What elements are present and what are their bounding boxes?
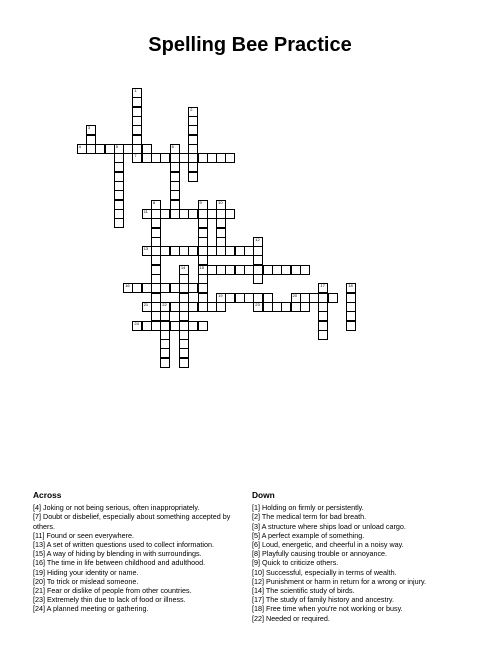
clue-number: 7 <box>134 153 137 159</box>
clue-label-number: [6] <box>252 540 260 550</box>
across-clue <box>33 595 238 604</box>
clue-number: 13 <box>143 246 149 252</box>
clue-number: 12 <box>255 236 260 242</box>
clue-text: Holding on firmly or persistently. <box>260 503 364 513</box>
clue-label-number: [23] <box>33 595 45 605</box>
clue-number: 1 <box>134 88 137 93</box>
clue-text: A set of written questions used to collect information. <box>45 540 214 550</box>
clue-label-number: [1] <box>252 503 260 513</box>
clue-text: Punishment or harm in return for a wrong or injury. <box>264 576 427 586</box>
clue-number: 16 <box>125 283 130 289</box>
clue-number: 22 <box>162 301 167 307</box>
grid-cell[interactable] <box>198 321 208 331</box>
down-clue <box>252 512 477 521</box>
clue-label-number: [12] <box>252 576 264 586</box>
clue-label-number: [14] <box>252 586 264 596</box>
clue-label-number: [24] <box>33 604 45 614</box>
clue-text: The medical term for bad breath. <box>260 512 367 522</box>
down-clue <box>252 614 477 623</box>
across-clue <box>33 512 238 530</box>
grid-cell[interactable] <box>170 283 180 293</box>
down-clue <box>252 522 477 531</box>
clue-number: 2 <box>190 106 193 112</box>
clue-number: 11 <box>143 208 148 214</box>
clue-number: 21 <box>143 301 149 307</box>
across-clue-list <box>33 503 238 613</box>
grid-cell[interactable] <box>225 209 235 219</box>
grid-cell[interactable] <box>142 246 152 256</box>
grid-cell[interactable] <box>328 293 338 303</box>
grid-cell[interactable] <box>188 209 198 219</box>
clue-number: 5 <box>115 143 119 149</box>
grid-cell[interactable] <box>188 283 198 293</box>
clue-number: 20 <box>292 292 297 298</box>
clue-text: Free time when you're not working or busy. <box>264 604 403 614</box>
clue-label-number: [5] <box>252 530 260 540</box>
down-clue <box>252 568 477 577</box>
clue-number: 17 <box>320 283 325 289</box>
down-clue <box>252 586 477 595</box>
page-title: Spelling Bee Practice <box>148 34 352 56</box>
clue-label-number: [21] <box>33 586 45 596</box>
down-clue <box>252 577 477 586</box>
clue-number: 19 <box>218 292 223 298</box>
clue-text: The study of family history and ancestry. <box>264 595 394 605</box>
down-clue <box>252 503 477 512</box>
down-clue <box>252 531 477 540</box>
clue-label-number: [8] <box>252 549 260 559</box>
clue-text: Quick to criticize others. <box>260 558 339 568</box>
clue-label-number: [13] <box>33 540 45 550</box>
grid-cell[interactable] <box>225 153 235 163</box>
clue-label-number: [22] <box>252 613 264 623</box>
grid-cell[interactable] <box>142 209 152 219</box>
grid-cell[interactable] <box>207 209 217 219</box>
clue-label-number: [3] <box>252 521 260 531</box>
clue-label-number: [7] <box>33 512 41 522</box>
clue-number: 15 <box>199 264 204 270</box>
clue-label-number: [16] <box>33 558 45 568</box>
clue-text: Hiding your identity or name. <box>45 567 139 577</box>
across-clue <box>33 577 238 586</box>
grid-cell[interactable] <box>188 172 198 182</box>
clue-number: 6 <box>171 143 174 149</box>
grid-cell[interactable] <box>142 302 152 312</box>
clue-text: A structure where ships load or unload cargo. <box>260 521 406 531</box>
grid-cell[interactable] <box>142 283 152 293</box>
clue-label-number: [19] <box>33 567 45 577</box>
grid-cell[interactable] <box>114 218 124 228</box>
grid-cell[interactable] <box>244 246 254 256</box>
grid-cell[interactable] <box>77 144 87 154</box>
clue-text: Doubt or disbelief, especially about something accepted by others. <box>33 512 231 531</box>
grid-cell[interactable] <box>253 274 263 284</box>
clue-label-number: [17] <box>252 595 264 605</box>
grid-cell[interactable] <box>160 358 170 368</box>
down-clue <box>252 558 477 567</box>
grid-cell[interactable] <box>318 330 328 340</box>
grid-cell[interactable] <box>346 321 356 331</box>
down-clues <box>252 491 477 623</box>
clue-label-number: [20] <box>33 576 45 586</box>
clue-text: Loud, energetic, and cheerful in a noisy way. <box>260 540 404 550</box>
across-clues <box>33 491 238 614</box>
clue-text: The time in life between childhood and adulthood. <box>45 558 206 568</box>
down-clue <box>252 595 477 604</box>
clue-number: 24 <box>134 320 139 326</box>
clue-number: 23 <box>255 301 260 307</box>
across-clue <box>33 503 238 512</box>
clue-number: 10 <box>218 199 223 205</box>
down-clue-list <box>252 503 477 623</box>
grid-cell[interactable] <box>300 265 310 275</box>
clue-label-number: [4] <box>33 503 41 513</box>
clue-label-number: [15] <box>33 549 45 559</box>
clue-label-number: [9] <box>252 558 260 568</box>
clue-number: 8 <box>153 199 156 205</box>
across-clue <box>33 558 238 567</box>
down-clue <box>252 604 477 613</box>
grid-cell[interactable] <box>188 246 198 256</box>
clue-text: Joking or not being serious, often inappropriately. <box>41 503 200 513</box>
clue-number: 4 <box>78 143 81 149</box>
down-clue <box>252 549 477 558</box>
clue-text: Successful, especially in terms of wealth. <box>264 567 397 577</box>
clue-label-number: [11] <box>33 530 45 540</box>
clue-text: A planned meeting or gathering. <box>45 604 149 614</box>
grid-cell[interactable] <box>142 321 152 331</box>
grid-cell[interactable] <box>179 153 189 163</box>
clue-number: 14 <box>180 264 186 270</box>
clue-label-number: [2] <box>252 512 260 522</box>
across-clue <box>33 540 238 549</box>
down-clue <box>252 540 477 549</box>
clue-label-number: [18] <box>252 604 264 614</box>
across-clue <box>33 568 238 577</box>
clue-text: Playfully causing trouble or annoyance. <box>260 549 388 559</box>
grid-cell[interactable] <box>244 265 254 275</box>
clue-number: 9 <box>199 199 202 205</box>
clue-text: Extremely thin due to lack of food or illness. <box>45 595 186 605</box>
across-clue <box>33 604 238 613</box>
grid-cell[interactable] <box>179 358 189 368</box>
clue-text: Fear or dislike of people from other countries. <box>45 586 192 596</box>
clue-text: A way of hiding by blending in with surroundings. <box>45 549 202 559</box>
clue-text: The scientific study of birds. <box>264 586 355 596</box>
clue-text: A perfect example of something. <box>260 530 365 540</box>
grid-cell[interactable] <box>300 302 310 312</box>
across-clue <box>33 549 238 558</box>
grid-cell[interactable] <box>207 246 217 256</box>
clue-text: To trick or mislead someone. <box>45 576 139 586</box>
clue-number: 18 <box>348 283 353 289</box>
across-clue <box>33 531 238 540</box>
grid-cell[interactable] <box>170 302 180 312</box>
grid-cell[interactable] <box>160 153 170 163</box>
clue-label-number: [10] <box>252 567 264 577</box>
across-heading: Across <box>33 490 62 500</box>
grid-cell[interactable] <box>170 321 180 331</box>
clue-text: Needed or required. <box>264 613 330 623</box>
clue-text: Found or seen everywhere. <box>44 530 134 540</box>
down-heading: Down <box>252 490 275 500</box>
grid-cell[interactable] <box>216 302 226 312</box>
across-clue <box>33 586 238 595</box>
clue-number: 3 <box>87 125 91 131</box>
grid-cell[interactable] <box>309 293 319 303</box>
